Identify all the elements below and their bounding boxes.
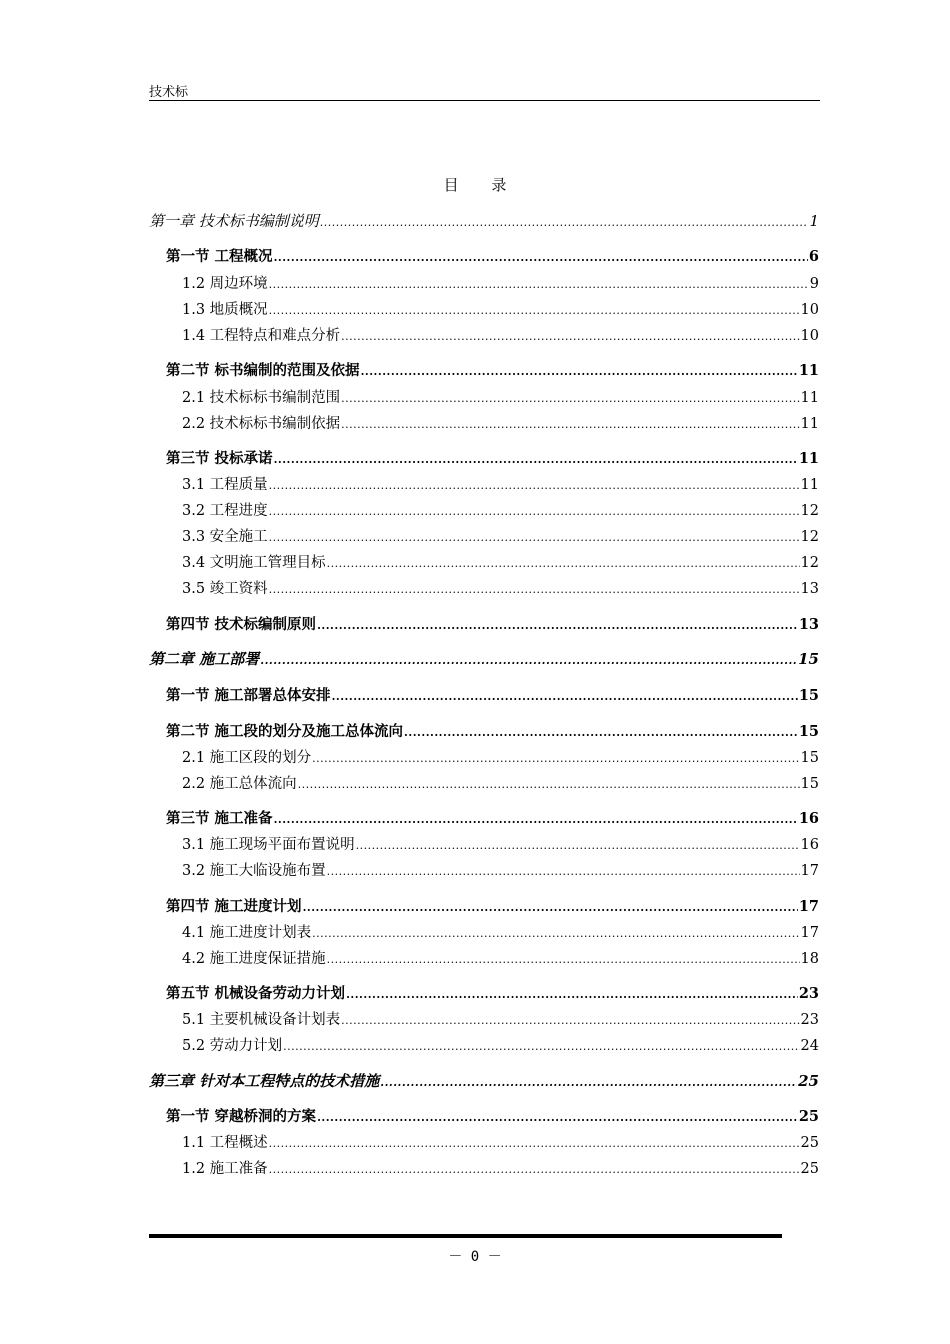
toc-entry-page: 11	[798, 362, 819, 379]
toc-entry-page: 11	[798, 450, 819, 467]
toc-entry-label: 1.2 周边环境	[182, 276, 268, 292]
toc-entry-sub[interactable]	[182, 746, 819, 767]
toc-entry-page: 15	[798, 687, 819, 704]
toc-entry-page: 25	[800, 1135, 819, 1151]
toc-entry-label: 5.2 劳动力计划	[182, 1038, 283, 1054]
toc-leader-dots	[380, 1076, 797, 1089]
toc-entry-sub[interactable]	[182, 324, 819, 345]
toc-leader-dots	[269, 1137, 800, 1150]
footer-page-number: － 0 －	[448, 1249, 502, 1265]
toc-entry-page: 24	[800, 1038, 819, 1054]
toc-leader-dots	[269, 304, 800, 317]
toc-leader-dots	[312, 927, 799, 940]
toc-leader-dots	[269, 479, 800, 492]
toc-entry-page: 25	[800, 1161, 819, 1177]
toc-entry-page: 25	[798, 1108, 819, 1125]
footer-rule	[149, 1234, 782, 1238]
toc-entry-label: 1.3 地质概况	[182, 302, 268, 318]
toc-entry-label: 3.1 施工现场平面布置说明	[182, 837, 355, 853]
toc-entry-page: 16	[800, 837, 819, 853]
toc-entry-sub[interactable]	[182, 551, 819, 572]
toc-entry-chapter[interactable]	[149, 1070, 819, 1091]
toc-leader-dots	[341, 418, 799, 431]
toc-entry-sub[interactable]	[182, 1157, 819, 1178]
toc-entry-sub[interactable]	[182, 272, 819, 293]
toc-entry-sub[interactable]	[182, 833, 819, 854]
toc-entry-section[interactable]	[166, 807, 819, 828]
toc-leader-dots	[312, 752, 799, 765]
toc-entry-section[interactable]	[166, 359, 819, 380]
toc-entry-section[interactable]	[166, 895, 819, 916]
toc-entry-label: 第四节 施工进度计划	[166, 898, 302, 915]
toc-entry-page: 17	[800, 925, 819, 941]
toc-entry-sub[interactable]	[182, 1131, 819, 1152]
toc-leader-dots	[320, 216, 809, 229]
toc-leader-dots	[327, 953, 800, 966]
toc-entry-label: 第一节 工程概况	[166, 248, 273, 265]
toc-entry-label: 3.2 工程进度	[182, 503, 268, 519]
toc-entry-page: 9	[809, 276, 819, 292]
toc-leader-dots	[269, 531, 800, 544]
toc-entry-label: 第三节 施工准备	[166, 810, 273, 827]
toc-leader-dots	[341, 1014, 799, 1027]
toc-leader-dots	[346, 988, 798, 1001]
toc-entry-section[interactable]	[166, 684, 819, 705]
toc-entry-page: 15	[798, 723, 819, 740]
toc-leader-dots	[317, 619, 798, 632]
toc-entry-label: 3.4 文明施工管理目标	[182, 555, 326, 571]
toc-entry-sub[interactable]	[182, 947, 819, 968]
toc-entry-page: 6	[808, 248, 819, 265]
toc-entry-label: 5.1 主要机械设备计划表	[182, 1012, 341, 1028]
toc-entry-label: 第二节 标书编制的范围及依据	[166, 362, 360, 379]
toc-entry-label: 第一节 施工部署总体安排	[166, 687, 331, 704]
toc-leader-dots	[269, 505, 800, 518]
toc-leader-dots	[269, 278, 809, 291]
toc-entry-label: 第四节 技术标编制原则	[166, 616, 317, 633]
toc-entry-label: 第二章 施工部署	[149, 650, 260, 668]
toc-entry-label: 1.1 工程概述	[182, 1135, 268, 1151]
toc-leader-dots	[269, 1163, 800, 1176]
toc-entry-chapter[interactable]	[149, 648, 819, 669]
toc-entry-sub[interactable]	[182, 386, 819, 407]
toc-leader-dots	[298, 778, 800, 791]
toc-entry-label: 2.2 技术标标书编制依据	[182, 416, 341, 432]
toc-entry-section[interactable]	[166, 613, 819, 634]
toc-entry-page: 15	[798, 650, 819, 668]
toc-entry-label: 4.1 施工进度计划表	[182, 925, 312, 941]
toc-entry-label: 第三章 针对本工程特点的技术措施	[149, 1072, 380, 1090]
toc-entry-page: 10	[800, 302, 819, 318]
toc-leader-dots	[274, 813, 798, 826]
toc-entry-label: 2.1 技术标标书编制范围	[182, 390, 341, 406]
toc-entry-page: 15	[800, 750, 819, 766]
toc-entry-label: 3.2 施工大临设施布置	[182, 863, 326, 879]
toc-leader-dots	[269, 583, 800, 596]
toc-entry-sub[interactable]	[182, 499, 819, 520]
toc-entry-page: 11	[800, 390, 819, 406]
toc-entry-page: 1	[809, 212, 819, 230]
toc-entry-page: 11	[800, 477, 819, 493]
toc-leader-dots	[274, 453, 798, 466]
toc-leader-dots	[361, 365, 798, 378]
toc-entry-label: 3.5 竣工资料	[182, 581, 268, 597]
page-header	[149, 80, 820, 101]
toc-entry-section[interactable]	[166, 1105, 819, 1126]
toc-entry-page: 13	[798, 616, 819, 633]
toc-entry-label: 2.1 施工区段的划分	[182, 750, 312, 766]
toc-entry-label: 3.3 安全施工	[182, 529, 268, 545]
toc-entry-page: 23	[800, 1012, 819, 1028]
toc-entry-section[interactable]	[166, 447, 819, 468]
toc-entry-sub[interactable]	[182, 772, 819, 793]
toc-entry-label: 第三节 投标承诺	[166, 450, 273, 467]
toc-entry-sub[interactable]	[182, 298, 819, 319]
toc-entry-section[interactable]	[166, 245, 819, 266]
toc-entry-sub[interactable]	[182, 859, 819, 880]
toc-entry-label: 第五节 机械设备劳动力计划	[166, 985, 346, 1002]
toc-entry-label: 2.2 施工总体流向	[182, 776, 297, 792]
toc-leader-dots	[274, 251, 808, 264]
toc-entry-page: 17	[798, 898, 819, 915]
toc-entry-label: 第一节 穿越桥洞的方案	[166, 1108, 317, 1125]
toc-entry-section[interactable]	[166, 982, 819, 1003]
toc-leader-dots	[327, 865, 800, 878]
toc-entry-sub[interactable]	[182, 1008, 819, 1029]
toc-leader-dots	[356, 839, 800, 852]
toc-entry-label: 1.4 工程特点和难点分析	[182, 328, 341, 344]
toc-leader-dots	[404, 726, 798, 739]
toc-leader-dots	[303, 901, 798, 914]
toc-entry-page: 16	[798, 810, 819, 827]
toc-entry-page: 10	[800, 328, 819, 344]
toc-entry-sub[interactable]	[182, 921, 819, 942]
toc-entry-page: 17	[800, 863, 819, 879]
toc-entry-chapter[interactable]	[149, 210, 819, 231]
toc-leader-dots	[327, 557, 800, 570]
toc-entry-label: 第一章 技术标书编制说明	[149, 212, 319, 230]
toc-entry-page: 12	[800, 555, 819, 571]
toc-entry-sub[interactable]	[182, 1034, 819, 1055]
toc-entry-page: 13	[800, 581, 819, 597]
header-title: 技术标	[149, 85, 189, 100]
toc-leader-dots	[341, 392, 799, 405]
toc-title: 目 录	[443, 176, 521, 194]
toc-entry-page: 25	[798, 1072, 819, 1090]
toc-entry-label: 第二节 施工段的划分及施工总体流向	[166, 723, 404, 740]
toc-entry-page: 18	[800, 951, 819, 967]
toc-entry-sub[interactable]	[182, 473, 819, 494]
toc-entry-sub[interactable]	[182, 412, 819, 433]
toc-entry-page: 15	[800, 776, 819, 792]
toc-leader-dots	[260, 654, 797, 667]
toc-leader-dots	[341, 330, 799, 343]
toc-entry-page: 12	[800, 503, 819, 519]
toc-entry-page: 11	[800, 416, 819, 432]
toc-entry-label: 3.1 工程质量	[182, 477, 268, 493]
toc-entry-sub[interactable]	[182, 525, 819, 546]
toc-entry-label: 4.2 施工进度保证措施	[182, 951, 326, 967]
toc-entry-sub[interactable]	[182, 577, 819, 598]
toc-entry-section[interactable]	[166, 720, 819, 741]
toc-leader-dots	[317, 1111, 798, 1124]
toc-entry-label: 1.2 施工准备	[182, 1161, 268, 1177]
toc-entry-page: 12	[800, 529, 819, 545]
toc-entry-page: 23	[798, 985, 819, 1002]
toc-leader-dots	[332, 690, 798, 703]
toc-leader-dots	[283, 1040, 799, 1053]
